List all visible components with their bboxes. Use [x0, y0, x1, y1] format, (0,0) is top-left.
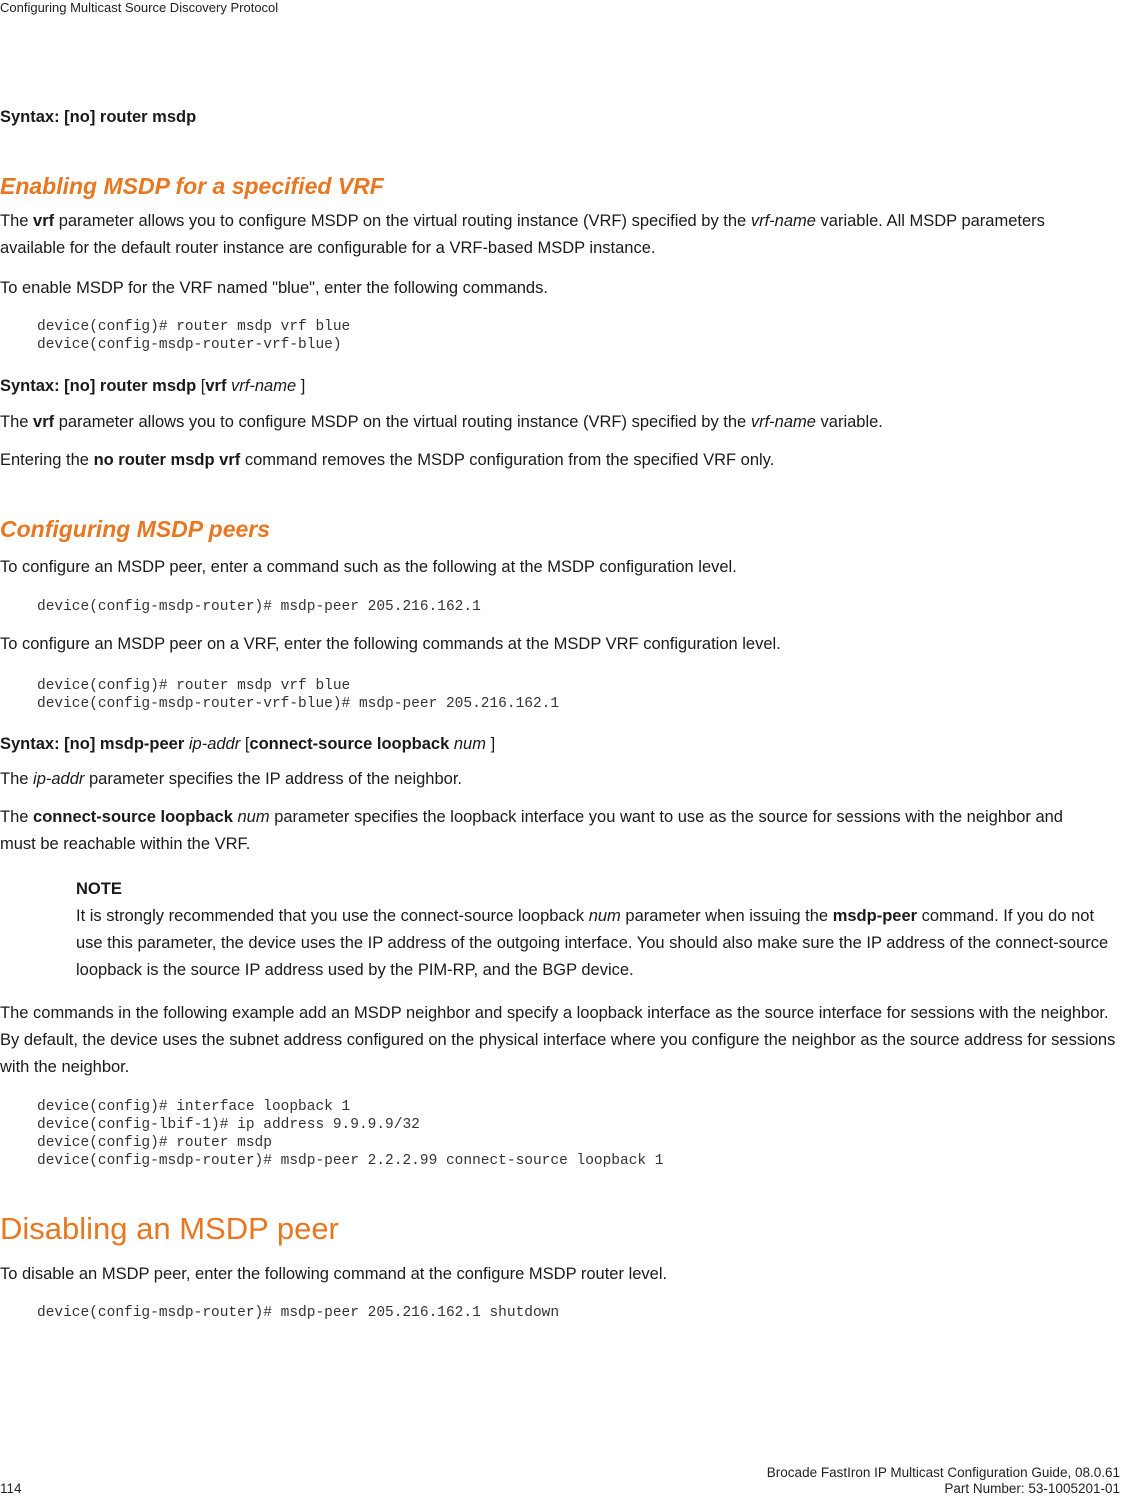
syntax-msdp-peer: Syntax: [no] msdp-peer ip-addr [connect-source loopback num ] — [0, 735, 496, 753]
note-box — [76, 876, 1116, 984]
footer-guide-info — [767, 1465, 1120, 1497]
paragraph-vrf-intro: The vrf parameter allows you to configure MSDP on the virtual routing instance (VRF) specified by the vrf-name variable. All MSDP parameters available for the default router instance are configurable for a VRF-based MSDP instance. — [0, 212, 1045, 257]
note-text: It is strongly recommended that you use the connect-source loopback num parameter when issuing the msdp-peer command. If you do not use this parameter, the device uses the IP address of the outgoing interface. You should also make sure the IP address of the connect-source loopback is the source IP address used by the PIM-RP, and the BGP device. — [76, 907, 1109, 979]
paragraph-enable-blue: To enable MSDP for the VRF named "blue", enter the following commands. — [0, 279, 548, 297]
code-block-shutdown: device(config-msdp-router)# msdp-peer 205.216.162.1 shutdown — [37, 1305, 560, 1321]
paragraph-no-router-msdp-vrf: Entering the no router msdp vrf command removes the MSDP configuration from the specified VRF only. — [0, 451, 775, 469]
note-title: NOTE — [76, 880, 122, 898]
code-block-router-msdp-vrf: device(config)# router msdp vrf blue device(config-msdp-router-vrf-blue) — [37, 319, 351, 353]
footer-part-number: Part Number: 53-1005201-01 — [944, 1481, 1120, 1496]
footer-guide-title: Brocade FastIron IP Multicast Configuration Guide, 08.0.61 — [766, 1465, 1120, 1480]
code-block-loopback: device(config)# interface loopback 1 device(config-lbif-1)# ip address 9.9.9.9/32 device(config)# router msdp device(config-msdp-router)# msdp-peer 2.2.2.99 connect-source loopback 1 — [37, 1099, 664, 1169]
running-header: Configuring Multicast Source Discovery Protocol — [0, 0, 279, 15]
paragraph-connect-source: The connect-source loopback num parameter specifies the loopback interface you want to use as the source for sessions with the neighbor and must be reachable within the VRF. — [0, 808, 1063, 853]
paragraph-configure-peer: To configure an MSDP peer, enter a command such as the following at the MSDP configuration level. — [0, 558, 737, 576]
paragraph-disable-peer: To disable an MSDP peer, enter the following command at the configure MSDP router level. — [0, 1265, 668, 1283]
code-block-msdp-peer: device(config-msdp-router)# msdp-peer 205.216.162.1 — [37, 599, 481, 615]
paragraph-ip-addr: The ip-addr parameter specifies the IP address of the neighbor. — [0, 770, 462, 788]
page-number: 114 — [0, 1481, 22, 1496]
heading-enabling-msdp-vrf: Enabling MSDP for a specified VRF — [0, 173, 384, 199]
paragraph-example-neighbor: The commands in the following example add an MSDP neighbor and specify a loopback interface as the source interface for sessions with the neighbor. By default, the device uses the subnet address configured on the physical interface where you configure the neighbor as the source address for sessions with the neighbor. — [0, 1004, 1116, 1076]
syntax-router-msdp: Syntax: [no] router msdp — [0, 108, 197, 126]
heading-disabling-msdp-peer: Disabling an MSDP peer — [0, 1211, 339, 1246]
paragraph-configure-peer-vrf: To configure an MSDP peer on a VRF, enter the following commands at the MSDP VRF configuration level. — [0, 635, 781, 653]
heading-configuring-msdp-peers: Configuring MSDP peers — [0, 516, 271, 542]
paragraph-vrf-parameter: The vrf parameter allows you to configure MSDP on the virtual routing instance (VRF) specified by the vrf-name variable. — [0, 413, 883, 431]
code-block-msdp-peer-vrf: device(config)# router msdp vrf blue device(config-msdp-router-vrf-blue)# msdp-peer 205.216.162.1 — [37, 678, 560, 712]
syntax-router-msdp-vrf: Syntax: [no] router msdp [vrf vrf-name ] — [0, 377, 306, 395]
